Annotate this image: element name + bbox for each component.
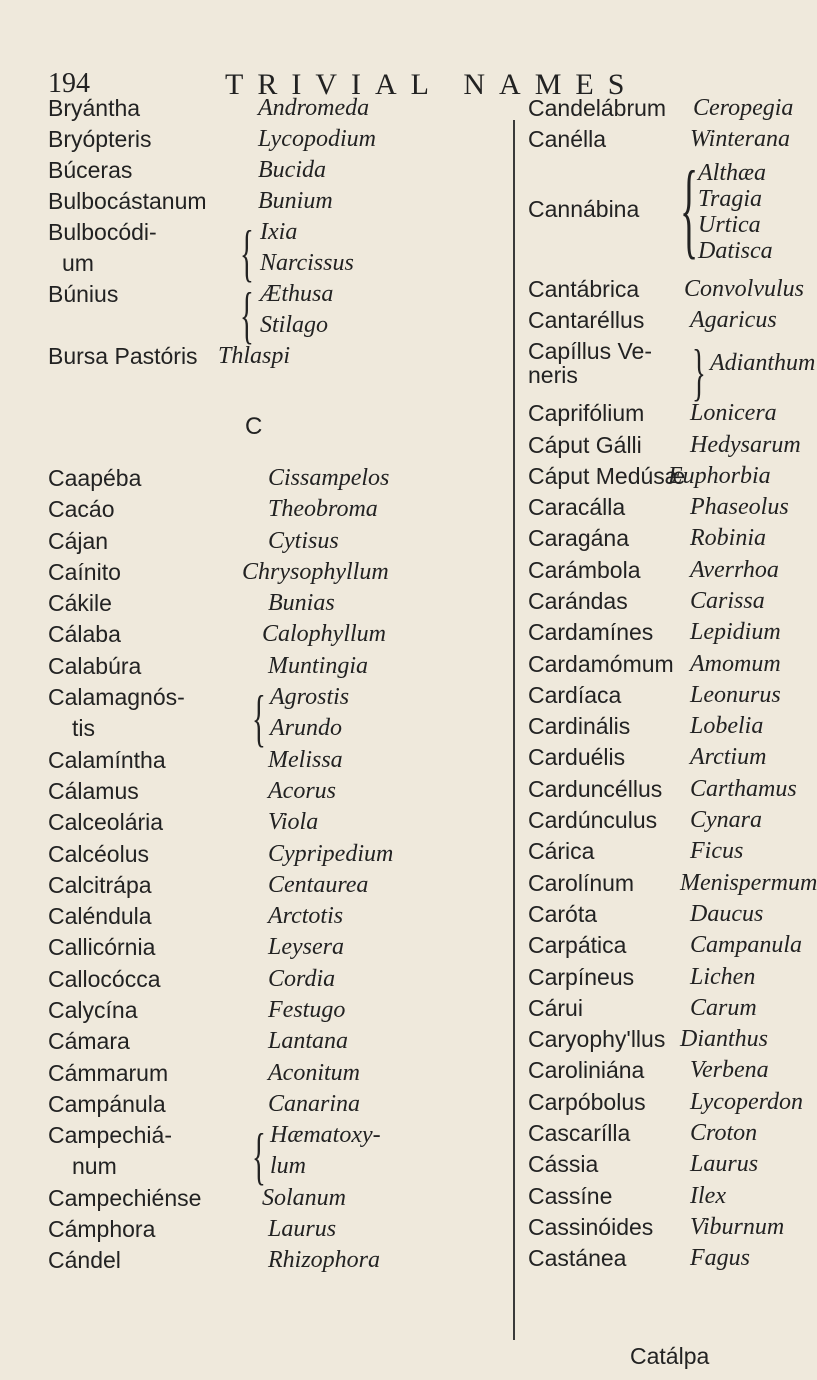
entry-genus: Lepidium bbox=[690, 619, 781, 645]
entry-term: Carpática bbox=[528, 932, 627, 958]
entry-genus: Leysera bbox=[268, 934, 344, 960]
entry-genus: Rhizophora bbox=[268, 1247, 381, 1273]
entry-term: Cárica bbox=[528, 838, 595, 864]
entry-term: Caróta bbox=[528, 901, 598, 927]
entry-genus: Cytisus bbox=[268, 528, 339, 554]
entry-genus: Carthamus bbox=[690, 776, 797, 802]
entry-term: Cantábrica bbox=[528, 276, 640, 302]
entry-genus: Hæmatoxy- bbox=[270, 1122, 381, 1148]
entry-term: Cákile bbox=[48, 590, 112, 616]
entry-genus: Arctium bbox=[690, 744, 767, 770]
entry-genus: Lonicera bbox=[690, 400, 777, 426]
entry-term: Caléndula bbox=[48, 903, 152, 929]
entry-genus: Aconitum bbox=[268, 1060, 360, 1086]
entry-genus: Calophyllum bbox=[262, 621, 386, 647]
entry-term: Cardamómum bbox=[528, 651, 674, 677]
entry-term: Cándel bbox=[48, 1247, 121, 1273]
entry-genus: Viburnum bbox=[690, 1214, 785, 1240]
entry-genus: Phaseolus bbox=[690, 494, 789, 520]
entry-genus: Cynara bbox=[690, 807, 762, 833]
entry-term: Caroliniána bbox=[528, 1057, 645, 1083]
entry-genus: Tragia bbox=[698, 186, 763, 212]
entry-term: Cálamus bbox=[48, 778, 139, 804]
entry-term: Candelábrum bbox=[528, 95, 667, 121]
entry-genus: Acorus bbox=[268, 778, 336, 804]
entry-term: Caragána bbox=[528, 525, 630, 551]
catchword: Catálpa bbox=[630, 1343, 710, 1369]
entry-term: Calamíntha bbox=[48, 747, 166, 773]
entry-term: Carduncéllus bbox=[528, 776, 663, 802]
entry-genus: Melissa bbox=[268, 747, 343, 773]
entry-genus: Ceropegia bbox=[693, 95, 794, 121]
entry-term: Bryópteris bbox=[48, 126, 152, 152]
entry-term: Cájan bbox=[48, 528, 109, 554]
entry-genus: Croton bbox=[690, 1120, 758, 1146]
entry-genus: Leonurus bbox=[690, 682, 781, 708]
entry-term: tis bbox=[72, 715, 95, 741]
entry-term: Bulbocástanum bbox=[48, 188, 207, 214]
entry-term: Cardúnculus bbox=[528, 807, 658, 833]
brace-icon: { bbox=[252, 1120, 266, 1191]
entry-term: Cáput Medúsæ bbox=[528, 463, 686, 489]
entry-genus: Laurus bbox=[690, 1151, 759, 1177]
entry-genus: Hedysarum bbox=[690, 432, 801, 458]
entry-term: Bryántha bbox=[48, 95, 141, 121]
entry-term: Búceras bbox=[48, 157, 133, 183]
entry-genus: Thlaspi bbox=[218, 343, 291, 369]
entry-genus: Robinia bbox=[690, 525, 766, 551]
entry-term: Cardíaca bbox=[528, 682, 622, 708]
entry-term: Búnius bbox=[48, 281, 119, 307]
brace-icon: } bbox=[692, 336, 706, 407]
entry-genus: Carissa bbox=[690, 588, 765, 614]
entry-genus: Æthusa bbox=[260, 281, 334, 307]
page-number: 194 bbox=[48, 68, 90, 99]
entry-term: Campechiénse bbox=[48, 1185, 202, 1211]
entry-genus: Arundo bbox=[270, 715, 342, 741]
entry-genus: Campanula bbox=[690, 932, 803, 958]
running-head: TRIVIAL NAMES bbox=[225, 68, 639, 101]
entry-genus: Canarina bbox=[268, 1091, 361, 1117]
entry-term: Carpíneus bbox=[528, 964, 635, 990]
entry-genus: Narcissus bbox=[260, 250, 354, 276]
entry-term: Callocócca bbox=[48, 966, 161, 992]
entry-term: Calceolária bbox=[48, 809, 164, 835]
entry-genus: Menispermum bbox=[680, 870, 817, 896]
entry-genus: Carum bbox=[690, 995, 757, 1021]
entry-term: Calabúra bbox=[48, 653, 142, 679]
entry-term: Caprifólium bbox=[528, 400, 645, 426]
entry-term: Canélla bbox=[528, 126, 606, 152]
brace-icon: { bbox=[240, 279, 254, 350]
entry-term: Cardinális bbox=[528, 713, 631, 739]
entry-genus: Lobelia bbox=[690, 713, 764, 739]
entry-genus: Averrhoa bbox=[690, 557, 779, 583]
entry-genus: Winterana bbox=[690, 126, 790, 152]
column-divider bbox=[513, 120, 515, 1340]
entry-genus: Agrostis bbox=[270, 684, 350, 710]
entry-term: Cássia bbox=[528, 1151, 599, 1177]
entry-genus: lum bbox=[270, 1153, 306, 1179]
entry-term: Carolínum bbox=[528, 870, 635, 896]
entry-genus: Festugo bbox=[268, 997, 346, 1023]
entry-genus: Andromeda bbox=[258, 95, 370, 121]
entry-term: Caryophy'llus bbox=[528, 1026, 666, 1052]
entry-genus: Ixia bbox=[260, 219, 298, 245]
entry-term: Cardamínes bbox=[528, 619, 654, 645]
entry-term: Caínito bbox=[48, 559, 121, 585]
entry-term: Campánula bbox=[48, 1091, 166, 1117]
entry-term: Cárui bbox=[528, 995, 583, 1021]
entry-term: Calycína bbox=[48, 997, 138, 1023]
entry-genus: Stilago bbox=[260, 312, 329, 338]
entry-term: Caracálla bbox=[528, 494, 626, 520]
brace-icon: { bbox=[252, 682, 266, 753]
entry-genus: Cordia bbox=[268, 966, 336, 992]
entry-genus: Bunium bbox=[258, 188, 333, 214]
entry-term: Capíllus Ve- bbox=[528, 338, 653, 364]
entry-term: Cámphora bbox=[48, 1216, 156, 1242]
entry-genus: Dianthus bbox=[680, 1026, 769, 1052]
entry-genus: Muntingia bbox=[268, 653, 368, 679]
entry-term: Cascarílla bbox=[528, 1120, 631, 1146]
entry-genus: Adianthum bbox=[710, 350, 816, 376]
entry-genus: Centaurea bbox=[268, 872, 369, 898]
entry-genus: Solanum bbox=[262, 1185, 346, 1211]
entry-term: neris bbox=[528, 362, 578, 388]
entry-genus: Lichen bbox=[690, 964, 756, 990]
entry-genus: Convolvulus bbox=[684, 276, 804, 302]
entry-term: Campechiá- bbox=[48, 1122, 172, 1148]
entry-term: Carándas bbox=[528, 588, 628, 614]
entry-term: Castánea bbox=[528, 1245, 627, 1271]
entry-genus: Chrysophyllum bbox=[242, 559, 389, 585]
entry-genus: Amomum bbox=[690, 651, 781, 677]
entry-genus: Agaricus bbox=[690, 307, 777, 333]
entry-genus: Ilex bbox=[690, 1183, 726, 1209]
entry-genus: Theobroma bbox=[268, 496, 378, 522]
entry-term: um bbox=[62, 250, 94, 276]
entry-term: Cassíne bbox=[528, 1183, 613, 1209]
entry-genus: Lycoperdon bbox=[690, 1089, 804, 1115]
entry-term: Cassinóides bbox=[528, 1214, 654, 1240]
entry-genus: Laurus bbox=[268, 1216, 337, 1242]
brace-icon: { bbox=[680, 150, 699, 269]
entry-genus: Cypripedium bbox=[268, 841, 394, 867]
entry-term: Bursa Pastóris bbox=[48, 343, 198, 369]
entry-term: Cacáo bbox=[48, 496, 115, 522]
entry-genus: Urtica bbox=[698, 212, 761, 238]
entry-genus: Euphorbia bbox=[668, 463, 771, 489]
section-letter: C bbox=[245, 413, 263, 440]
entry-term: Cáput Gálli bbox=[528, 432, 642, 458]
entry-genus: Bucida bbox=[258, 157, 326, 183]
entry-term: Callicórnia bbox=[48, 934, 156, 960]
entry-genus: Lycopodium bbox=[258, 126, 376, 152]
entry-term: Cantaréllus bbox=[528, 307, 645, 333]
entry-term: Caapéba bbox=[48, 465, 142, 491]
entry-term: Carpóbolus bbox=[528, 1089, 646, 1115]
entry-term: Carduélis bbox=[528, 744, 626, 770]
entry-term: Cámmarum bbox=[48, 1060, 169, 1086]
entry-genus: Viola bbox=[268, 809, 319, 835]
entry-term: Cannábina bbox=[528, 196, 640, 222]
entry-genus: Cissampelos bbox=[268, 465, 390, 491]
entry-term: Calcéolus bbox=[48, 841, 149, 867]
entry-term: num bbox=[72, 1153, 117, 1179]
entry-term: Bulbocódi- bbox=[48, 219, 157, 245]
entry-genus: Lantana bbox=[268, 1028, 349, 1054]
entry-term: Calamagnós- bbox=[48, 684, 185, 710]
entry-genus: Datisca bbox=[698, 238, 773, 264]
brace-icon: { bbox=[240, 217, 254, 288]
entry-term: Carámbola bbox=[528, 557, 641, 583]
entry-genus: Daucus bbox=[690, 901, 764, 927]
entry-term: Calcitrápa bbox=[48, 872, 152, 898]
entry-genus: Bunias bbox=[268, 590, 335, 616]
entry-term: Cálaba bbox=[48, 621, 121, 647]
entry-genus: Verbena bbox=[690, 1057, 769, 1083]
entry-term: Cámara bbox=[48, 1028, 130, 1054]
entry-genus: Arctotis bbox=[268, 903, 344, 929]
entry-genus: Fagus bbox=[690, 1245, 750, 1271]
entry-genus: Ficus bbox=[690, 838, 744, 864]
entry-genus: Althæa bbox=[698, 160, 767, 186]
